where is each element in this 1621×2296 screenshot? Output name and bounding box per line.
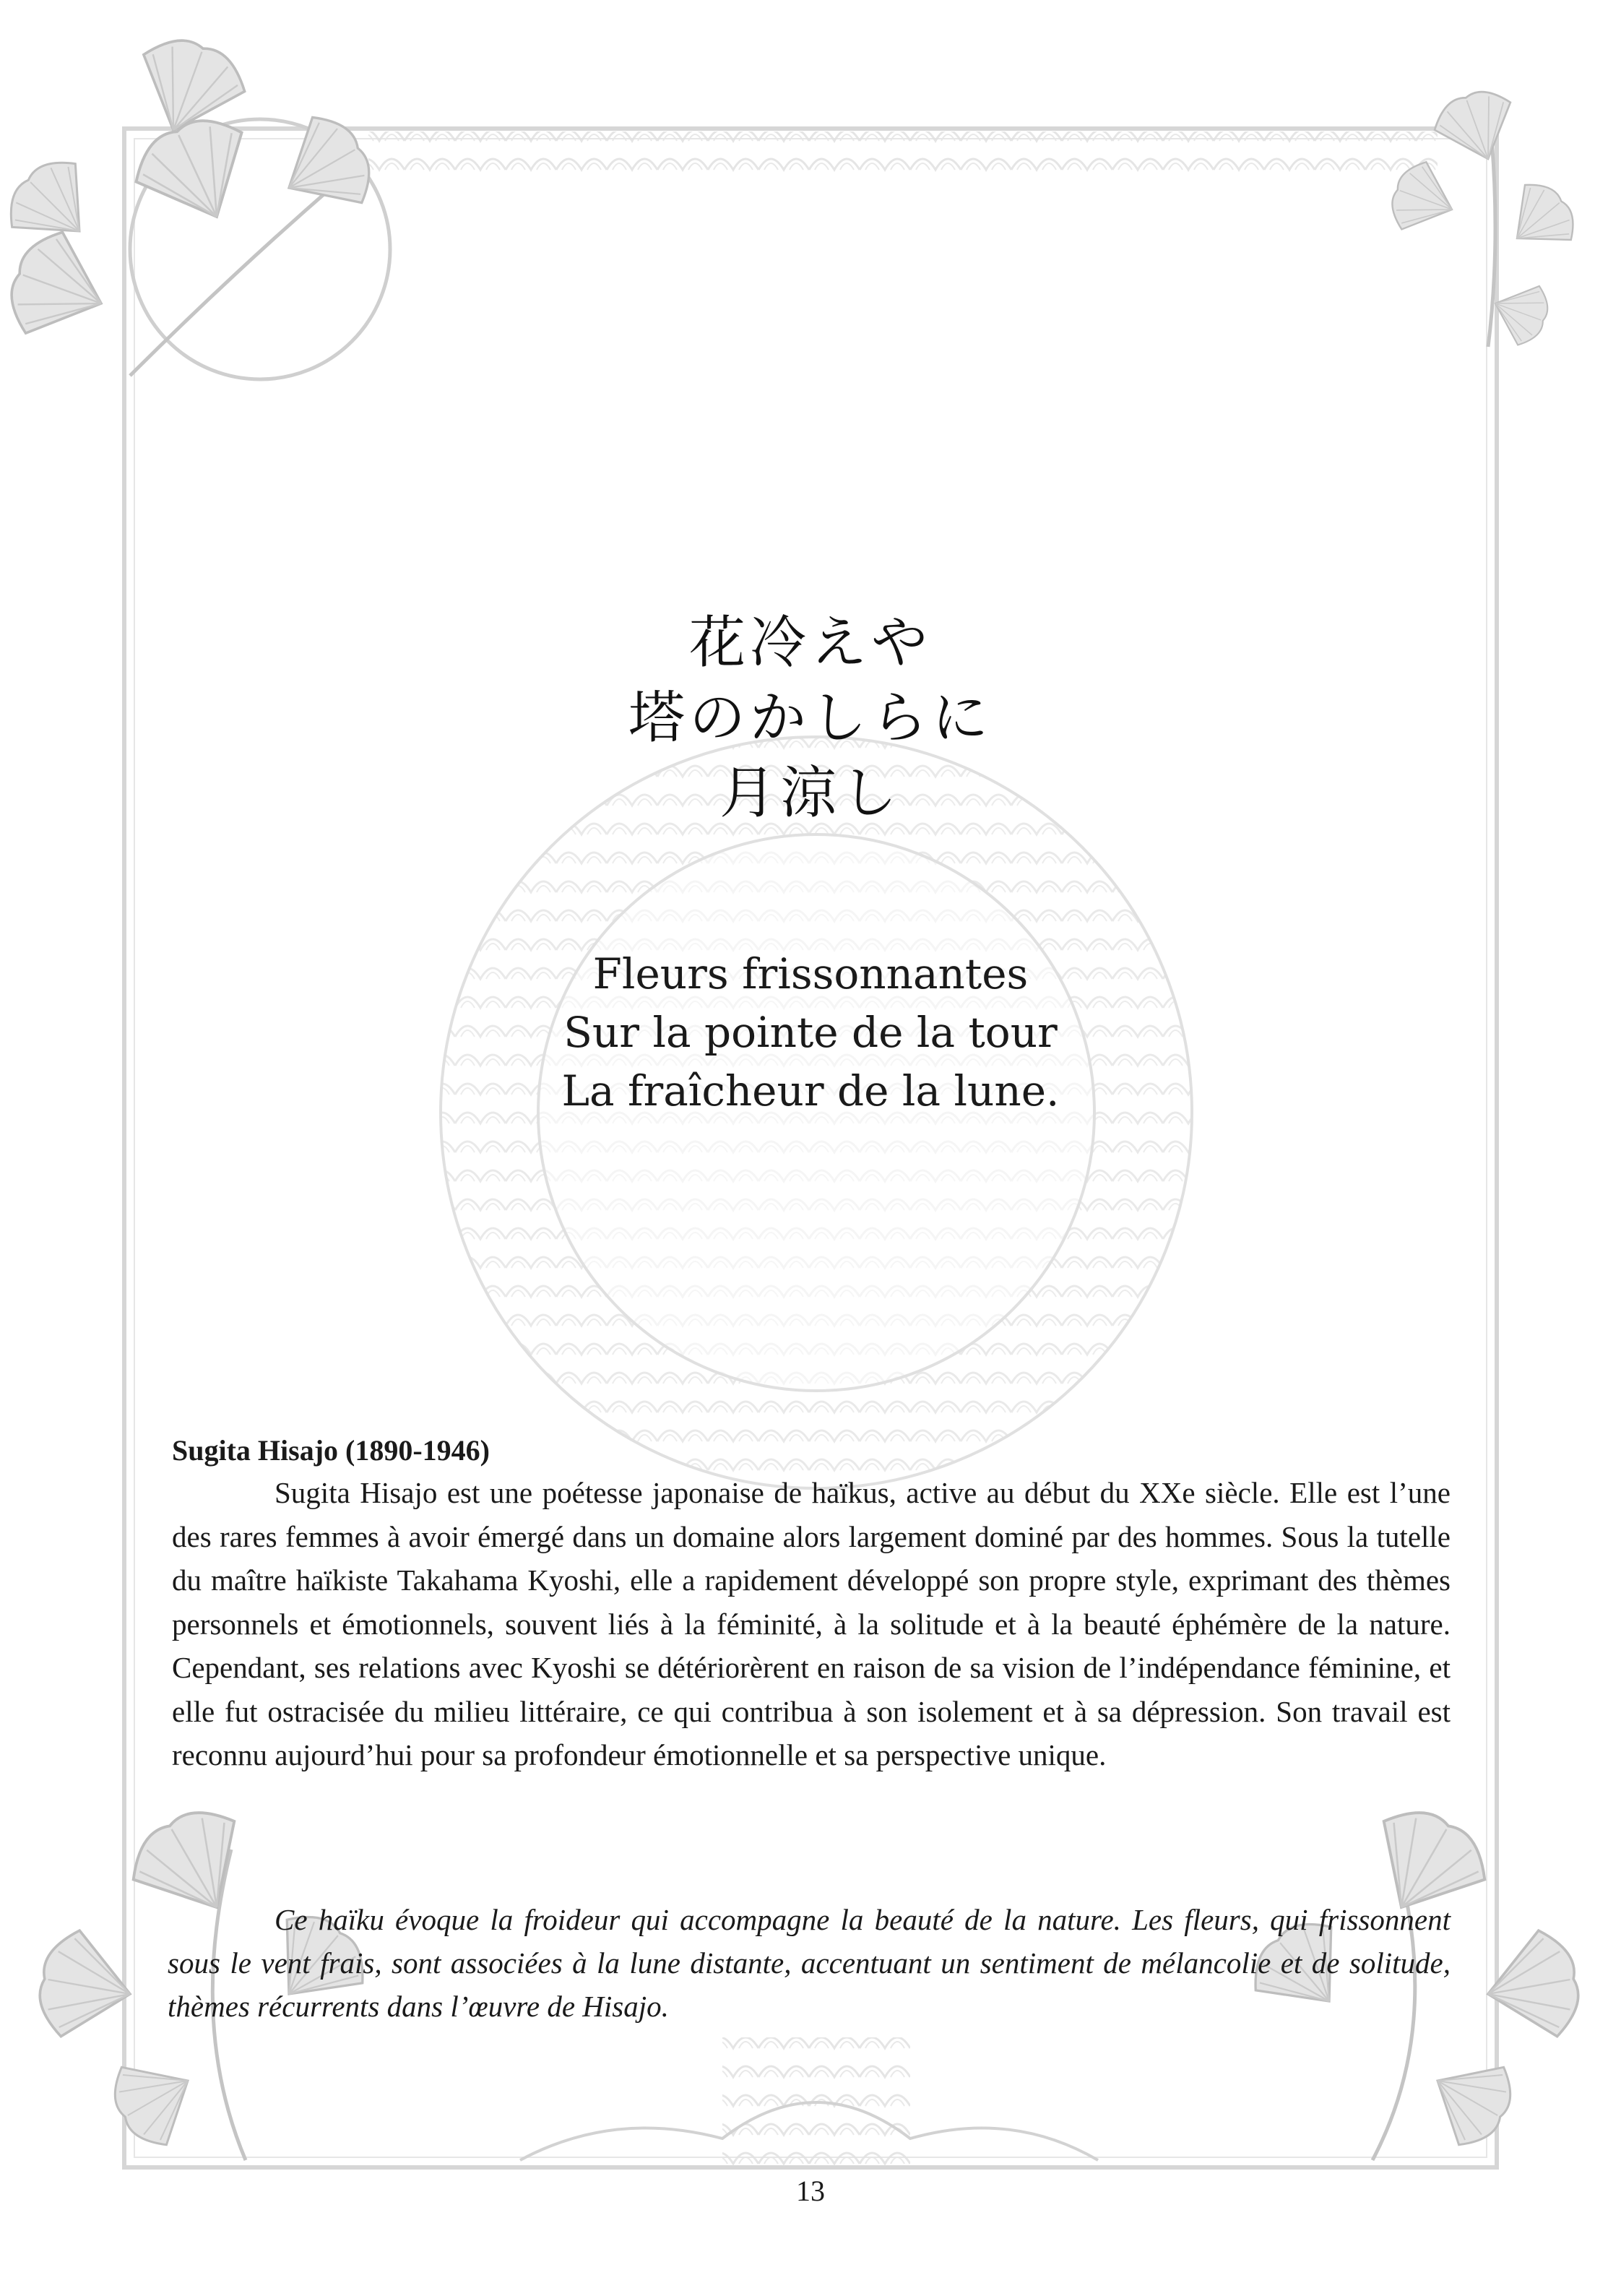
haiku-japanese-line: 月涼し (719, 761, 902, 826)
haiku-french-line: Sur la pointe de la tour (563, 1008, 1058, 1057)
biography-heading: Sugita Hisajo (1890-1946) (172, 1434, 490, 1467)
haiku-french-line: La fraîcheur de la lune. (561, 1066, 1060, 1115)
biography-paragraph: Sugita Hisajo est une poétesse japonaise de haïkus, active au début du XXe siècle. Elle est l’une des rares femmes à avoir émergé dans un domaine alors largement dominé par des hommes. Sous la tutelle du maître haïkiste Takahama Kyoshi, elle a rapidement développé son propre style, exprimant des thèmes personnels et émotionnels, souvent liés à la féminité, à la solitude et à la beauté éphémère de la nature. Cependant, ses relations avec Kyoshi se détériorèrent en raison de sa vision de l’indépendance féminine, et elle fut ostracisée du milieu littéraire, ce qui contribua à son isolement et à sa dépression. Son travail est reconnu aujourd’hui pour sa profondeur émotionnelle et sa perspective unique. (172, 1476, 1451, 1771)
haiku-french-line: Fleurs frissonnantes (592, 949, 1029, 998)
haiku-japanese (0, 605, 1621, 831)
haiku-commentary: Ce haïku évoque la froideur qui accompagne la beauté de la nature. Les fleurs, qui frissonnent sous le vent frais, sont associées à la lune distante, accentuant un sentiment de mélancolie et de solitude, thèmes récurrents dans l’œuvre de Hisajo. (168, 1903, 1451, 2023)
ginkgo-moon-top-left (0, 28, 390, 379)
page-number: 13 (796, 2175, 825, 2207)
haiku-french (0, 945, 1621, 1121)
bottom-wave-crest (520, 2037, 1098, 2167)
haiku-japanese-line: 花冷えや (688, 610, 932, 676)
haiku-japanese-line: 塔のかしらに (628, 686, 993, 751)
ginkgo-branch-top-right (1384, 82, 1586, 350)
top-wave-band (368, 131, 1438, 182)
